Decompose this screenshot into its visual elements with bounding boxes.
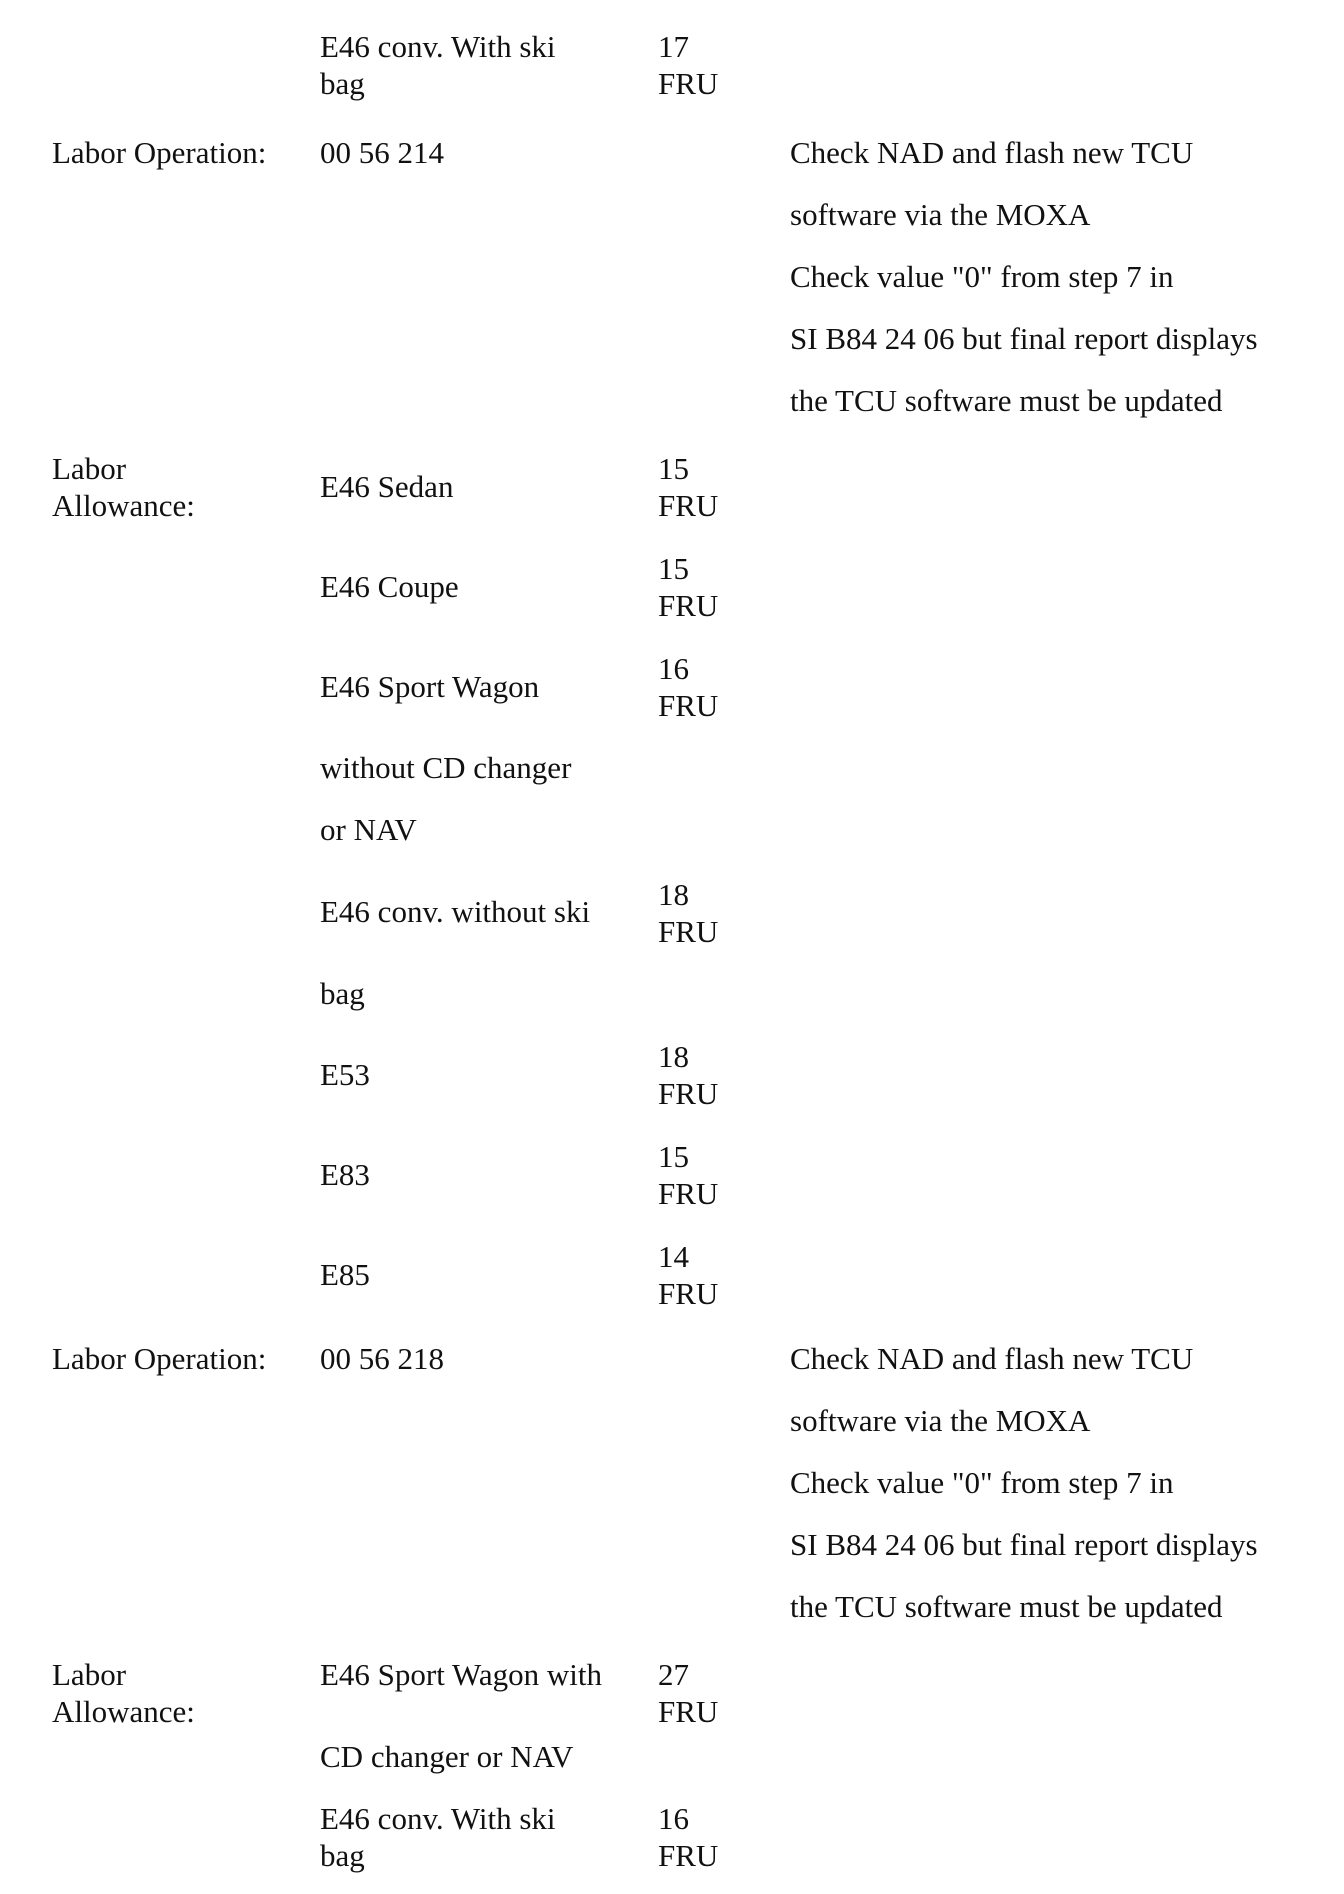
labor-allowance-label: Allowance: (52, 488, 195, 523)
fru-unit: FRU (658, 1694, 719, 1729)
fru-value: 14 (658, 1239, 689, 1274)
fru-unit: FRU (658, 914, 719, 949)
vehicle-line: bag (320, 976, 365, 1011)
labor-operation-code: 00 56 218 (320, 1341, 444, 1376)
vehicle-line: bag (320, 66, 365, 101)
vehicle-line: without CD changer (320, 750, 572, 785)
fru-unit: FRU (658, 1076, 719, 1111)
vehicle-line: E46 Coupe (320, 569, 459, 604)
vehicle-line: E46 Sport Wagon (320, 669, 540, 704)
note-line: the TCU software must be updated (790, 383, 1223, 418)
note-line: SI B84 24 06 but final report displays (790, 321, 1258, 356)
vehicle-line: E85 (320, 1257, 370, 1292)
fru-value: 17 (658, 29, 689, 64)
note-line: Check NAD and flash new TCU (790, 1341, 1194, 1376)
note-line: SI B84 24 06 but final report displays (790, 1527, 1258, 1562)
labor-allowance-label: Allowance: (52, 1694, 195, 1729)
note-line: the TCU software must be updated (790, 1589, 1223, 1624)
note-line: software via the MOXA (790, 1403, 1091, 1438)
vehicle-line: E46 conv. With ski (320, 1801, 556, 1836)
vehicle-line: E53 (320, 1057, 370, 1092)
labor-operation-label: Labor Operation: (52, 135, 267, 170)
vehicle-line: E46 conv. without ski (320, 894, 591, 929)
note-line: Check value "0" from step 7 in (790, 259, 1174, 294)
fru-value: 16 (658, 1801, 689, 1836)
note-line: Check NAD and flash new TCU (790, 135, 1194, 170)
labor-operation-label: Labor Operation: (52, 1341, 267, 1376)
vehicle-line: E46 Sport Wagon with (320, 1657, 602, 1692)
fru-value: 18 (658, 877, 689, 912)
fru-unit: FRU (658, 1176, 719, 1211)
vehicle-line: bag (320, 1838, 365, 1873)
fru-unit: FRU (658, 1276, 719, 1311)
fru-value: 18 (658, 1039, 689, 1074)
fru-unit: FRU (658, 1838, 719, 1873)
vehicle-line: E46 conv. With ski (320, 29, 556, 64)
vehicle-line: E83 (320, 1157, 370, 1192)
fru-unit: FRU (658, 588, 719, 623)
fru-unit: FRU (658, 688, 719, 723)
fru-value: 15 (658, 451, 689, 486)
fru-value: 15 (658, 551, 689, 586)
note-line: Check value "0" from step 7 in (790, 1465, 1174, 1500)
fru-unit: FRU (658, 66, 719, 101)
vehicle-line: E46 Sedan (320, 469, 454, 504)
labor-operation-code: 00 56 214 (320, 135, 444, 170)
fru-unit: FRU (658, 488, 719, 523)
vehicle-line: CD changer or NAV (320, 1739, 574, 1774)
fru-value: 15 (658, 1139, 689, 1174)
fru-value: 27 (658, 1657, 689, 1692)
labor-allowance-label: Labor (52, 1657, 127, 1692)
note-line: software via the MOXA (790, 197, 1091, 232)
labor-allowance-label: Labor (52, 451, 127, 486)
fru-value: 16 (658, 651, 689, 686)
vehicle-line: or NAV (320, 812, 417, 847)
